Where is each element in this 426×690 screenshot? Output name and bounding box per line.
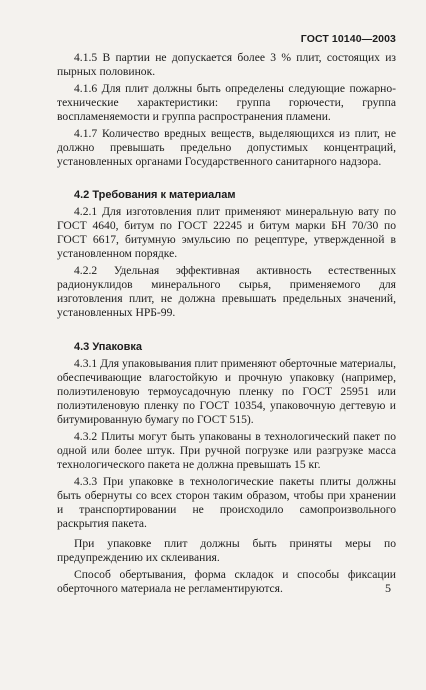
page-body — [57, 51, 396, 596]
section-heading-4-3: 4.3 Упаковка — [74, 341, 142, 353]
section-heading-4-2: 4.2 Требования к материалам — [74, 189, 236, 201]
paragraph-4-2-1: 4.2.1 Для изготовления плит применяют минеральную вату по ГОСТ 4640, битум по ГОСТ 22245 и битум марки БН 70/30 по ГОСТ 6617, битумную эмульсию по рецептуре, утвержденной в установленном порядке. — [57, 205, 396, 260]
paragraph-4-1-5: 4.1.5 В партии не допускается более 3 % плит, состоящих из пырных половинок. — [57, 51, 396, 78]
paragraph-wrapping-method: Способ обертывания, форма складок и способы фиксации оберточного материала не регламентируются. — [57, 568, 396, 595]
document-header: ГОСТ 10140—2003 — [300, 33, 396, 45]
page-number: 5 — [385, 581, 391, 595]
paragraph-4-3-2: 4.3.2 Плиты могут быть упакованы в технологический пакет по одной или более штук. При ручной погрузке или разгрузке масса технологического пакета не должна превышать 15 кг. — [57, 430, 396, 471]
paragraph-4-2-2: 4.2.2 Удельная эффективная активность естественных радионуклидов минерального сырья, применяемого для изготовления плит, не должна превышать предельных значений, установленных НРБ-99. — [57, 264, 396, 319]
paragraph-packing-measures: При упаковке плит должны быть приняты меры по предупреждению их склеивания. — [57, 537, 396, 564]
paragraph-4-3-3: 4.3.3 При упаковке в технологические пакеты плиты должны быть обернуты со всех сторон таким образом, чтобы при хранении и транспортировании не происходило самопроизвольного раскрытия пакета. — [57, 475, 396, 530]
paragraph-4-1-6: 4.1.6 Для плит должны быть определены следующие пожарно-технические характеристики: группа горючести, группа воспламеняемости и группа распространения пламени. — [57, 82, 396, 123]
paragraph-4-1-7: 4.1.7 Количество вредных веществ, выделяющихся из плит, не должно превышать предельно допустимых концентраций, установленных органами Государственного санитарного надзора. — [57, 127, 396, 168]
paragraph-4-3-1: 4.3.1 Для упаковывания плит применяют оберточные материалы, обеспечивающие влагостойкую и прочную упаковку (например, полиэтиленовую термоусадочную пленку по ГОСТ 25951 или полиэтиленовую пленку по ГОСТ 10354, упаковочную дегтевую и битумированную бумагу по ГОСТ 515). — [57, 357, 396, 426]
